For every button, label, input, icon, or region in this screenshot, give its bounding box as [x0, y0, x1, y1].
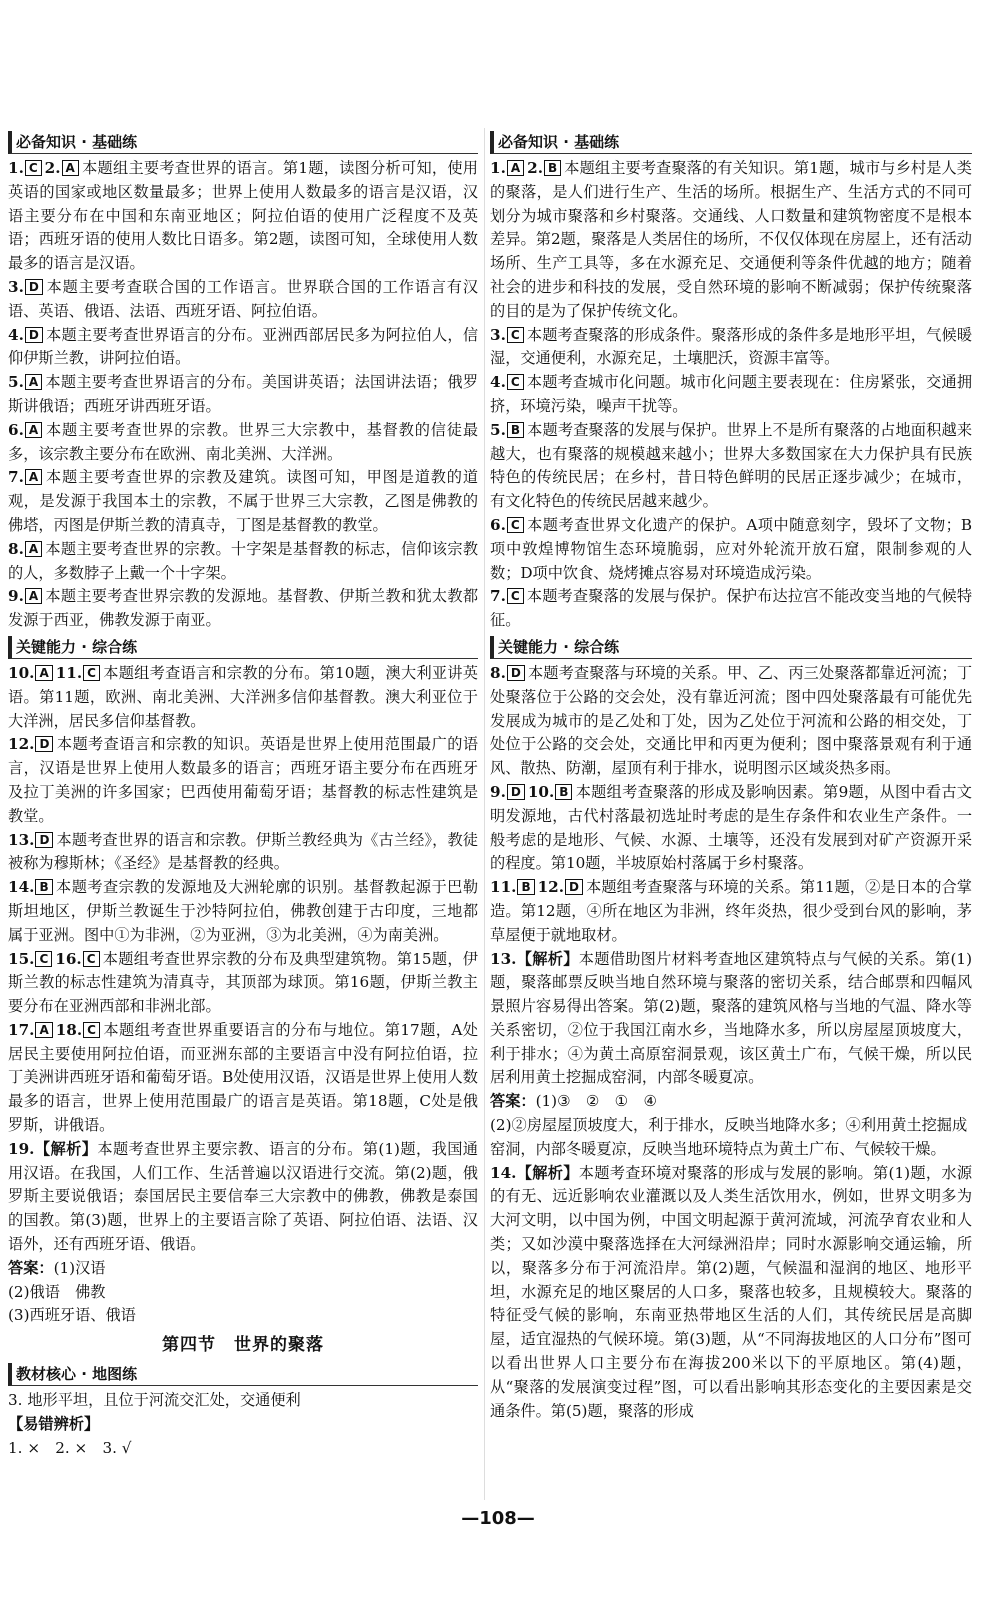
item-number: 3.: [8, 277, 24, 296]
answer-box: D: [35, 736, 53, 752]
answer-item: [8, 948, 478, 1019]
answer-box: A: [25, 374, 42, 390]
answer-box: D: [25, 327, 43, 343]
answer-box: A: [25, 541, 42, 557]
answer-list: [8, 157, 478, 633]
answer-line: (1)③ ② ① ④: [535, 1092, 658, 1111]
item-number: 6.: [8, 420, 24, 439]
item-text: 本题组主要考查世界的语言。第1题，读图分析可知，使用英语的国家或地区数量最多；世界上使用人数最多的语言是汉语，汉语主要分布在中国和东南亚地区；阿拉伯语的使用广泛程度不及英语；西班牙语的使用人数比日语多。第2题，读图可知，全球使用人数最多的语言是汉语。: [8, 159, 478, 273]
item-text: 本题主要考查世界语言的分布。亚洲西部居民多为阿拉伯人，信仰伊斯兰教，讲阿拉伯语。: [8, 325, 478, 368]
item-number: 13.: [490, 949, 517, 968]
analysis-tag: 【解析】: [516, 949, 579, 968]
answer-item: [8, 371, 478, 419]
answer-label-text: 答案：: [8, 1258, 54, 1277]
column-divider: [484, 128, 485, 1500]
item-text: 本题组考查聚落的形成及影响因素。第9题，从图中看古文明发源地，古代村落最初选址时考虑的是生存条件和农业生产条件。一般考虑的是地形、气候、水源、土壤等，还没有发展到对矿产资源开采的程度。第10题，半坡原始村落属于乡村聚落。: [490, 782, 972, 873]
item-number: 14.: [490, 1163, 517, 1182]
item-number: 17.: [8, 1020, 35, 1039]
item-text: 本题主要考查世界宗教的发源地。基督教、伊斯兰教和犹太教都发源于西亚，佛教发源于南亚。: [8, 587, 478, 630]
answer-item: [8, 585, 478, 633]
item-number: 18.: [55, 1020, 83, 1039]
answer-box: D: [35, 832, 53, 848]
item-number: 1.: [490, 159, 506, 177]
item-text: 本题主要考查世界的宗教及建筑。读图可知，甲图是道教的道观，是发源于我国本土的宗教，不属于世界三大宗教，乙图是佛教的佛塔，丙图是伊斯兰教的清真寺，丁图是基督教的教堂。: [8, 468, 478, 534]
item-text: 本题组考查世界重要语言的分布与地位。第17题，A处居民主要使用阿拉伯语，而亚洲东部的主要语言中没有阿拉伯语，拉丁美洲讲西班牙语和葡萄牙语。B处使用汉语，汉语是世界上使用人数最多的语言，世界上使用范围最广的语言是英语。第18题，C处是俄罗斯，讲俄语。: [8, 1020, 478, 1135]
item-number: 16.: [55, 949, 82, 968]
answer-box: D: [565, 879, 583, 895]
answer-item: [490, 876, 972, 947]
answer-item: [490, 662, 972, 781]
answer-box: C: [507, 374, 524, 390]
chapter-heading: 第四节 世界的聚落: [162, 1335, 324, 1356]
answer-item: [8, 829, 478, 877]
answer-box: C: [25, 160, 42, 176]
answer-box: A: [35, 665, 52, 681]
answer-box: C: [507, 327, 524, 343]
item-text: 本题主要考查联合国的工作语言。世界联合国的工作语言有汉语、英语、俄语、法语、西班牙语、阿拉伯语。: [8, 277, 478, 320]
answer-item: [490, 419, 972, 514]
answer-label-text: 答案：: [490, 1092, 536, 1111]
item-number: 5.: [8, 373, 24, 392]
item-text: 本题考查聚落与环境的关系。甲、乙、丙三处聚落都靠近河流；丁处聚落位于公路的交会处，没有靠近河流；图中四处聚落最有可能优先发展成为城市的是乙处和丁处，因为乙处位于河流和公路的相交处，丁处位于公路的交会处，交通比甲和丙更为便利；图中聚落景观有利于通风、散热、防潮，屋顶有利于排水，说明图示区域炎热多雨。: [490, 663, 972, 778]
answer-list: [490, 662, 972, 948]
answer-box: A: [35, 1022, 52, 1038]
answer-item: [490, 585, 972, 633]
answer-box: C: [507, 588, 524, 604]
answer-item: [490, 371, 972, 419]
item-text: 本题组考查世界宗教的分布及典型建筑物。第15题，伊斯兰教的标志性建筑为清真寺，其顶部为球顶。第16题，伊斯兰教主要分布在亚洲西部和非洲北部。: [8, 949, 478, 1016]
item-number: 1.: [8, 159, 24, 177]
answer-box: B: [517, 879, 534, 895]
answer-item: [8, 538, 478, 586]
item-number: 8.: [490, 663, 506, 682]
item-number: 4.: [8, 325, 24, 344]
item-number: 13.: [8, 830, 35, 849]
item-number: 2.: [44, 159, 61, 177]
answer-item: [8, 662, 478, 733]
item-number: 9.: [490, 782, 506, 801]
item-text: 本题考查环境对聚落的形成与发展的影响。第(1)题，水源的有无、远近影响农业灌溉以及人类生活饮用水，例如，世界文明多为大河文明，以中国为例，中国文明起源于黄河流域，河流孕育农业和人类；又如沙漠中聚落选择在大河绿洲沿岸；同时水源影响交通运输，所以，聚落多分布于河流沿岸。第(2)题，气候温和湿润的地区、地形平坦，水源充足的地区聚居的人口多，聚落也较多，且规模较大。聚落的特征受气候的影响，东南亚热带地区生活的人们，其传统民居是高脚屋，适宜湿热的气候环境。第(3)题，从“不同海拔地区的人口分布”图可以看出世界人口主要分布在海拔200米以下的平原地区。第(4)题，从“聚落的发展演变过程”图，可以看出影响其形态变化的主要因素是交通条件。第(5)题，聚落的形成: [490, 1163, 973, 1420]
item-text: 本题考查世界文化遗产的保护。A项中随意刻字，毁坏了文物；B项中敦煌博物馆生态环境脆弱，应对外轮流开放石窟，限制参观的人数；D项中饮食、烧烤摊点容易对环境造成污染。: [490, 515, 972, 582]
item-text: 本题组考查语言和宗教的分布。第10题，澳大利亚讲英语。第11题，欧洲、南北美洲、大洋洲多信仰基督教。澳大利亚位于大洋洲，居民多信仰基督教。: [8, 663, 478, 730]
answer-line: (2)俄语 佛教: [8, 1282, 106, 1301]
answer-item: [8, 466, 478, 537]
answer-item: [490, 514, 972, 585]
item-text: 本题借助图片材料考查地区建筑特点与气候的关系。第(1)题，聚落邮票反映当地自然环境与聚落的密切关系，结合邮票和四幅风景照片容易得出答案。第(2)题，聚落的建筑风格与当地的气温、降水等关系密切，②位于我国江南水乡，当地降水多，所以房屋屋顶坡度大，利于排水；④为黄土高原窑洞景观，该区黄土广布，气候干燥，所以民居利用黄土挖掘成窑洞，内部冬暖夏凉。: [490, 949, 973, 1087]
section-title: 教材核心 · 地图练: [8, 1363, 478, 1386]
answer-box: D: [507, 665, 525, 681]
item-text: 本题考查语言和宗教的知识。英语是世界上使用范围最广的语言，汉语是世界上使用人数最多的语言；西班牙语主要分布在西班牙及拉丁美洲的许多国家；巴西使用葡萄牙语；基督教的标志性建筑是教堂。: [8, 735, 478, 825]
right-column: [490, 128, 972, 1423]
answer-list: [8, 662, 478, 1138]
answer-line: (1)汉语: [53, 1258, 106, 1277]
answer-item: [8, 324, 478, 372]
answer-box: A: [25, 422, 42, 438]
answer-label: [490, 1090, 972, 1114]
item-number: 4.: [490, 373, 506, 392]
item-number: 7.: [8, 468, 24, 487]
answer-item-13: [490, 948, 972, 1091]
analysis-tag: 【解析】: [34, 1139, 98, 1158]
answer-box: A: [25, 469, 42, 485]
item-text: 本题主要考查世界的宗教。世界三大宗教中，基督教的信徒最多，该宗教主要分布在欧洲、南北美洲、大洋洲。: [8, 420, 478, 463]
item-number: 3.: [490, 325, 506, 344]
page-number: —108—: [461, 1508, 535, 1529]
answer-box: C: [83, 665, 100, 681]
answer-item: [490, 157, 972, 324]
answer-item: [8, 276, 478, 324]
answer-box: A: [25, 588, 42, 604]
answer-item-19: [8, 1138, 478, 1257]
left-column: [8, 128, 478, 1461]
item-number: 12.: [537, 878, 565, 897]
answer-label: [8, 1257, 478, 1281]
answer-box: D: [507, 784, 525, 800]
section-title: 关键能力 · 综合练: [8, 636, 478, 659]
item-number: 8.: [8, 539, 24, 558]
answer-item: [8, 1019, 478, 1138]
answer-item: [8, 733, 478, 828]
item-number: 10.: [527, 782, 555, 801]
item-text: 本题考查聚落的形成条件。聚落形成的条件多是地形平坦，气候暖湿，交通便利，水源充足，土壤肥沃，资源丰富等。: [490, 325, 972, 368]
answer-item: [490, 324, 972, 372]
item-text: 本题组主要考查聚落的有关知识。第1题，城市与乡村是人类的聚落，是人们进行生产、生活的场所。根据生产、生活方式的不同可划分为城市聚落和乡村聚落。交通线、人口数量和建筑物密度不是根本差异。第2题，聚落是人类居住的场所，不仅仅体现在房屋上，还有活动场所、生产工具等，多在水源充足、交通便利等条件优越的地方；随着社会的进步和科技的发展，受自然环境的影响不断减弱；保护传统聚落的目的是为了保护传统文化。: [490, 159, 972, 320]
item-number: 2.: [527, 159, 544, 177]
section-title: 必备知识 · 基础练: [8, 131, 478, 154]
item-number: 5.: [490, 420, 506, 439]
item-number: 9.: [8, 587, 24, 606]
answer-box: B: [544, 160, 561, 176]
answer-item: [490, 781, 972, 876]
answer-box: A: [507, 160, 524, 176]
item-text: 本题考查宗教的发源地及大洲轮廓的识别。基督教起源于巴勒斯坦地区，伊斯兰教诞生于沙特阿拉伯，佛教创建于古印度，三地都属于亚洲。图中①为非洲，②为亚洲，③为北美洲，④为南美洲。: [8, 878, 478, 944]
answer-item: [8, 419, 478, 467]
answer-box: C: [83, 951, 100, 967]
section-title: 关键能力 · 综合练: [490, 636, 972, 659]
item-number: 7.: [490, 587, 506, 606]
item-text: 本题主要考查世界的宗教。十字架是基督教的标志，信仰该宗教的人，多数脖子上戴一个十字架。: [8, 539, 478, 582]
answer-box: A: [62, 160, 79, 176]
item-text: 本题考查世界的语言和宗教。伊斯兰教经典为《古兰经》，教徒被称为穆斯林；《圣经》是基督教的经典。: [8, 830, 478, 873]
item-number: 19.: [8, 1139, 35, 1158]
item-text: 本题组考查聚落与环境的关系。第11题，②是日本的合掌造。第12题，④所在地区为非洲，终年炎热，很少受到台风的影响，茅草屋便于就地取材。: [490, 878, 972, 944]
map-answer-line: 3. 地形平坦，且位于河流交汇处，交通便利: [8, 1391, 301, 1410]
answer-list: [490, 157, 972, 633]
answer-box: B: [35, 879, 52, 895]
item-number: 10.: [8, 663, 35, 682]
item-text: 本题考查世界主要宗教、语言的分布。第(1)题，我国通用汉语。在我国，人们工作、生活普遍以汉语进行交流。第(2)题，俄罗斯主要说俄语；泰国居民主要信奉三大宗教中的佛教，佛教是泰国的国教。第(3)题，世界上的主要语言除了英语、阿拉伯语、法语、汉语外，还有西班牙语、俄语。: [8, 1139, 478, 1254]
answer-box: D: [25, 279, 43, 295]
item-number: 12.: [8, 735, 35, 754]
item-text: 本题考查城市化问题。城市化问题主要表现在：住房紧张，交通拥挤，环境污染，噪声干扰等。: [490, 373, 972, 415]
answer-line: (3)西班牙语、俄语: [8, 1306, 136, 1325]
item-number: 14.: [8, 878, 35, 897]
section-title: 必备知识 · 基础练: [490, 131, 972, 154]
answer-line: (2)②房屋屋顶坡度大，利于排水，反映当地降水多；④利用黄土挖掘成窑洞，内部冬暖夏凉，反映当地环境特点为黄土广布、气候较干燥。: [490, 1116, 968, 1158]
answer-item: [8, 876, 478, 947]
item-number: 11.: [490, 878, 517, 897]
answer-box: B: [507, 422, 524, 438]
analysis-tag: 【解析】: [516, 1163, 579, 1182]
answer-box: B: [555, 784, 572, 800]
item-number: 15.: [8, 949, 35, 968]
error-analysis-title: 【易错辨析】: [8, 1415, 100, 1434]
answer-box: C: [507, 517, 524, 533]
item-number: 6.: [490, 515, 506, 534]
item-text: 本题考查聚落的发展与保护。世界上不是所有聚落的占地面积越来越大，也有聚落的规模越来越小；世界大多数国家在大力保护具有民族特色的传统民居；在乡村，昔日特色鲜明的民居正逐步减少；在城市，有文化特色的传统民居越来越少。: [490, 420, 972, 511]
answer-box: C: [35, 951, 52, 967]
answer-item: [8, 157, 478, 276]
item-number: 11.: [55, 663, 83, 682]
answer-item-14: [490, 1162, 972, 1424]
item-text: 本题主要考查世界语言的分布。美国讲英语；法国讲法语；俄罗斯讲俄语；西班牙讲西班牙语。: [8, 373, 478, 415]
error-analysis-line: 1. × 2. × 3. √: [8, 1438, 132, 1457]
answer-box: C: [83, 1022, 100, 1038]
item-text: 本题考查聚落的发展与保护。保护布达拉宫不能改变当地的气候特征。: [490, 587, 972, 630]
